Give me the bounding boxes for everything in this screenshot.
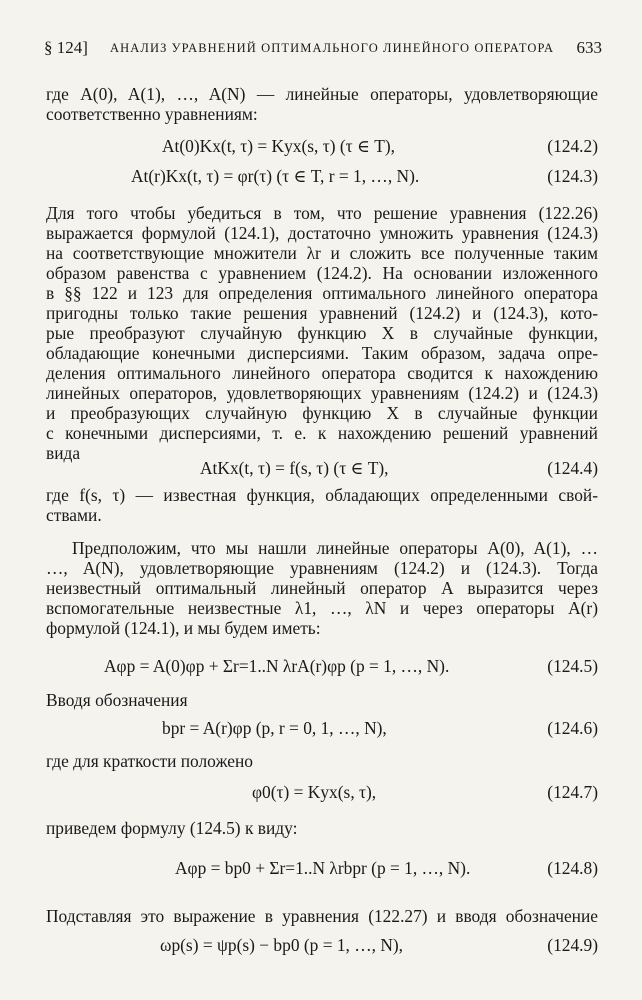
equation-124-6: bpr = A(r)φp (p, r = 0, 1, …, N), xyxy=(162,718,387,738)
text-line: с конечными дисперсиями, т. е. к нахождению решений уравнений xyxy=(46,423,598,443)
text-line: где f(s, τ) — известная функция, обладающих определенными свой- xyxy=(46,485,598,505)
equation-124-7: φ0(τ) = Kyx(s, τ), xyxy=(252,782,377,802)
text-line: Для того чтобы убедиться в том, что решение уравнения (122.26) xyxy=(46,203,598,223)
text-line: приведем формулу (124.5) к виду: xyxy=(46,818,298,838)
text-line: обладающие конечными дисперсиями. Таким образом, задача опре- xyxy=(46,343,598,363)
running-header xyxy=(44,38,602,60)
text-line: деления оптимального линейного оператора сводится к нахождению xyxy=(46,363,598,383)
equation-number: (124.2) xyxy=(547,136,598,156)
text-line: на соответствующие множители λr и сложить все полученные таким xyxy=(46,243,598,263)
text-line: где A(0), A(1), …, A(N) — линейные операторы, удовлетворяющие xyxy=(46,84,598,104)
equation-124-2: At(0)Kx(t, τ) = Kyx(s, τ) (τ ∈ T), xyxy=(162,136,395,156)
text-line: в §§ 122 и 123 для определения оптимального линейного оператора xyxy=(46,283,598,303)
text-line: формулой (124.1), и мы будем иметь: xyxy=(46,618,321,638)
text-line: неизвестный оптимальный линейный оператор A выразится через xyxy=(46,578,598,598)
text-line: Предположим, что мы нашли линейные операторы A(0), A(1), … xyxy=(72,538,598,558)
text-line: Подставляя это выражение в уравнения (122.27) и вводя обозначение xyxy=(46,906,598,926)
equation-number: (124.9) xyxy=(547,935,598,955)
header-title: АНАЛИЗ УРАВНЕНИЙ ОПТИМАЛЬНОГО ЛИНЕЙНОГО ОПЕРАТОРА xyxy=(110,41,555,55)
text-line: выражается формулой (124.1), достаточно умножить уравнения (124.3) xyxy=(46,223,598,243)
text-line: вспомогательные неизвестные λ1, …, λN и через операторы A(r) xyxy=(46,598,598,618)
text-line: вида xyxy=(46,443,81,463)
equation-number: (124.7) xyxy=(547,782,598,802)
text-line: соответственно уравнениям: xyxy=(46,104,258,124)
text-line: …, A(N), удовлетворяющие уравнениям (124.2) и (124.3). Тогда xyxy=(46,558,598,578)
equation-number: (124.6) xyxy=(547,718,598,738)
equation-124-5: Aφp = A(0)φp + Σr=1..N λrA(r)φp (p = 1, …, N). xyxy=(104,656,450,676)
text-line: где для краткости положено xyxy=(46,751,253,771)
text-line: рые преобразуют случайную функцию X в случайные функции, xyxy=(46,323,598,343)
equation-124-9: ωp(s) = ψp(s) − bp0 (p = 1, …, N), xyxy=(160,935,404,955)
text-line: ствами. xyxy=(46,505,102,525)
equation-124-4: AtKx(t, τ) = f(s, τ) (τ ∈ T), xyxy=(200,458,389,478)
equation-124-3: At(r)Kx(t, τ) = φr(τ) (τ ∈ T, r = 1, …, N). xyxy=(131,166,420,186)
equation-number: (124.3) xyxy=(547,166,598,186)
text-line: линейных операторов, удовлетворяющих уравнениям (124.2) и (124.3) xyxy=(46,383,598,403)
equation-number: (124.5) xyxy=(547,656,598,676)
header-section: § 124] xyxy=(44,38,88,57)
text-line: образом равенства с уравнением (124.2). На основании изложенного xyxy=(46,263,598,283)
equation-number: (124.8) xyxy=(547,858,598,878)
text-line: Вводя обозначения xyxy=(46,690,188,710)
text-line: и преобразующих случайную функцию X в случайные функции xyxy=(46,403,598,423)
equation-124-8: Aφp = bp0 + Σr=1..N λrbpr (p = 1, …, N). xyxy=(175,858,471,878)
text-line: пригодны только такие решения уравнений (124.2) и (124.3), кото- xyxy=(46,303,598,323)
page-number: 633 xyxy=(576,38,602,57)
equation-number: (124.4) xyxy=(547,458,598,478)
